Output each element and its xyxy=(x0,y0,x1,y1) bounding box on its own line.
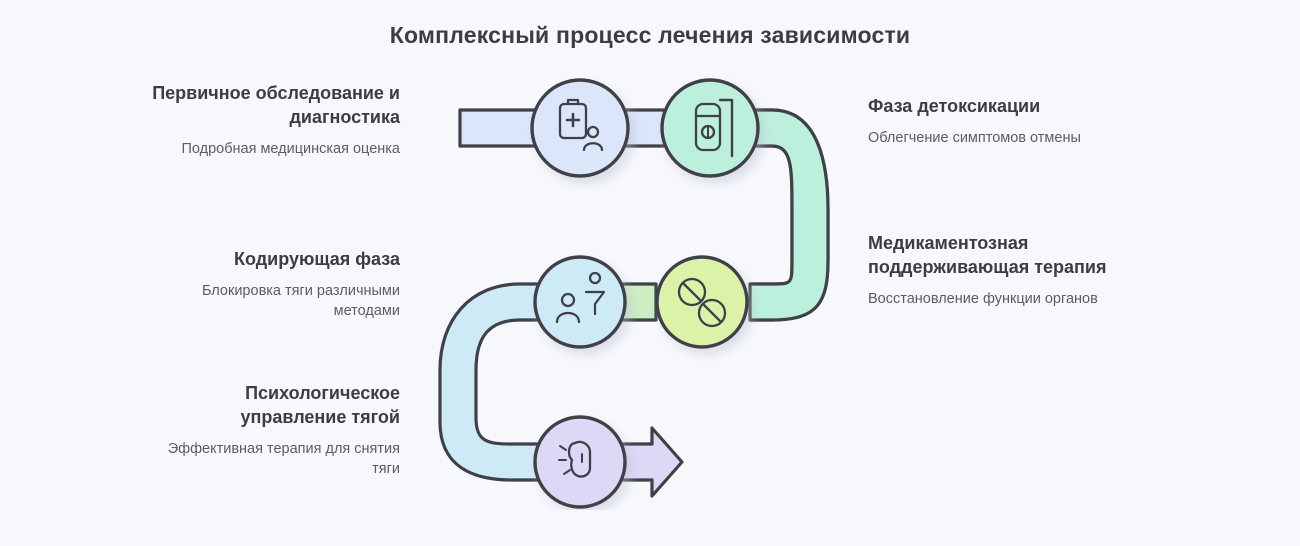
label-medication-desc: Восстановление функции органов xyxy=(868,290,1098,307)
label-medication xyxy=(868,232,1148,309)
label-psych-desc: Эффективная терапия для снятия тяги xyxy=(167,440,400,478)
label-detox-desc: Облегчение симптомов отмены xyxy=(868,129,1081,146)
process-flow-diagram xyxy=(420,70,880,510)
label-psych xyxy=(140,382,400,480)
node-psych[interactable] xyxy=(535,417,625,507)
node-coding[interactable] xyxy=(535,257,625,347)
label-medication-title: Медикаментозная поддерживающая терапия xyxy=(868,233,1107,277)
label-coding-title: Кодирующая фаза xyxy=(234,249,400,269)
flow-svg xyxy=(420,70,880,510)
page-title: Комплексный процесс лечения зависимости xyxy=(389,22,911,48)
ribbon-bottom xyxy=(440,284,540,480)
label-assessment-title: Первичное обследование и диагностика xyxy=(152,83,400,127)
label-coding-desc: Блокировка тяги различными методами xyxy=(201,282,400,320)
label-coding xyxy=(140,248,400,322)
label-assessment-desc: Подробная медицинская оценка xyxy=(181,140,400,157)
label-assessment xyxy=(140,82,400,159)
flow-arrow xyxy=(620,428,682,496)
label-detox xyxy=(868,95,1148,148)
node-assessment[interactable] xyxy=(532,80,628,176)
node-detox[interactable] xyxy=(662,80,758,176)
label-detox-title: Фаза детоксикации xyxy=(868,96,1041,116)
label-psych-title: Психологическое управление тягой xyxy=(240,383,400,427)
